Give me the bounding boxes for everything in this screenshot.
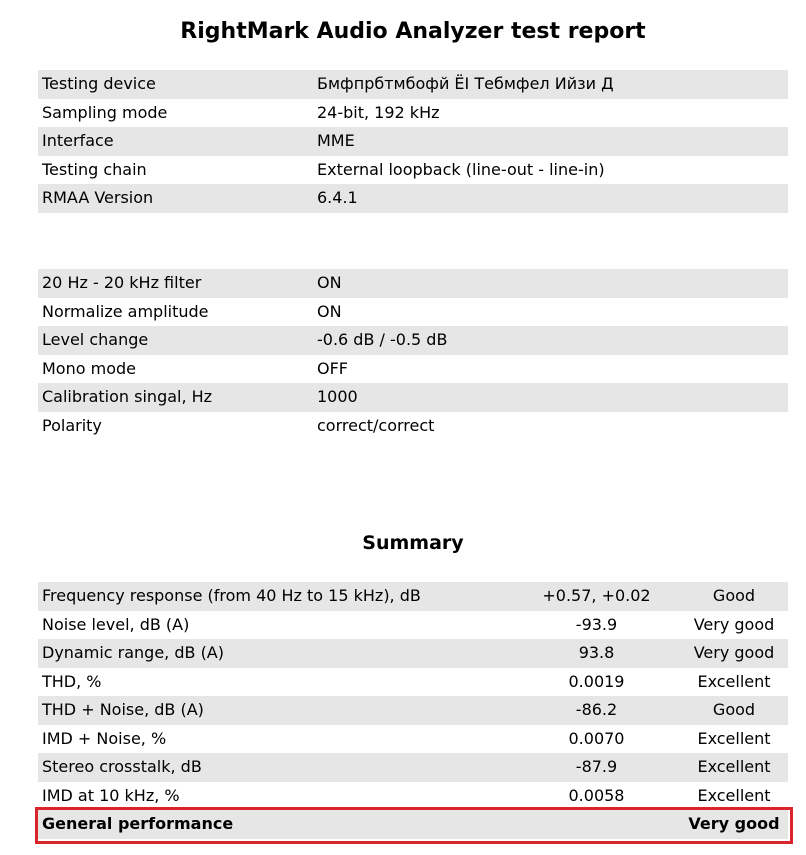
setting-label: 20 Hz - 20 kHz filter [38,269,313,298]
info-label: RMAA Version [38,184,313,213]
info-label: Interface [38,127,313,156]
table-row [38,70,788,99]
table-row [38,184,788,213]
setting-label: Normalize amplitude [38,298,313,327]
setting-label: Level change [38,326,313,355]
setting-value: ON [313,269,788,298]
table-row [38,383,788,412]
summary-value: +0.57, +0.02 [513,582,676,611]
info-label: Testing chain [38,156,313,185]
summary-label: Frequency response (from 40 Hz to 15 kHz), dB [38,582,513,611]
setting-value: -0.6 dB / -0.5 dB [313,326,788,355]
summary-rating: Good [676,582,788,611]
info-value: Бмфпрбтмбофй ЁІ Тебмфел Ийзи Д [313,70,788,99]
summary-table [38,582,788,839]
table-row [38,753,788,782]
general-performance-rating: Very good [676,810,788,839]
info-value: External loopback (line-out - line-in) [313,156,788,185]
table-row [38,127,788,156]
setting-value: correct/correct [313,412,788,441]
table-row [38,298,788,327]
summary-value: -93.9 [513,611,676,640]
test-settings-table [38,269,788,440]
summary-rating: Excellent [676,725,788,754]
summary-value: -86.2 [513,696,676,725]
summary-value: 93.8 [513,639,676,668]
table-row [38,99,788,128]
table-row [38,725,788,754]
summary-rating: Excellent [676,668,788,697]
table-row [38,639,788,668]
summary-label: Dynamic range, dB (A) [38,639,513,668]
summary-value: 0.0070 [513,725,676,754]
device-info-table [38,70,788,213]
setting-label: Mono mode [38,355,313,384]
summary-value: 0.0058 [513,782,676,811]
summary-label: IMD + Noise, % [38,725,513,754]
summary-rating: Excellent [676,782,788,811]
report-title: RightMark Audio Analyzer test report [180,19,646,44]
summary-label: IMD at 10 kHz, % [38,782,513,811]
summary-value: 0.0019 [513,668,676,697]
table-row [38,412,788,441]
summary-label: Stereo crosstalk, dB [38,753,513,782]
info-value: 24-bit, 192 kHz [313,99,788,128]
table-row [38,782,788,811]
table-row [38,269,788,298]
table-row [38,156,788,185]
setting-value: ON [313,298,788,327]
summary-label: Noise level, dB (A) [38,611,513,640]
summary-rating: Good [676,696,788,725]
summary-value: -87.9 [513,753,676,782]
general-performance-label: General performance [38,810,513,839]
summary-rating: Very good [676,639,788,668]
setting-value: OFF [313,355,788,384]
table-row [38,326,788,355]
table-row [38,582,788,611]
summary-label: THD + Noise, dB (A) [38,696,513,725]
summary-label: THD, % [38,668,513,697]
table-row [38,355,788,384]
setting-value: 1000 [313,383,788,412]
summary-rating: Very good [676,611,788,640]
setting-label: Polarity [38,412,313,441]
table-row [38,611,788,640]
setting-label: Calibration singal, Hz [38,383,313,412]
info-label: Sampling mode [38,99,313,128]
table-row [38,668,788,697]
general-performance-highlight [35,807,793,844]
info-value: 6.4.1 [313,184,788,213]
info-label: Testing device [38,70,313,99]
summary-heading: Summary [362,532,464,554]
info-value: MME [313,127,788,156]
table-row [38,696,788,725]
summary-rating: Excellent [676,753,788,782]
